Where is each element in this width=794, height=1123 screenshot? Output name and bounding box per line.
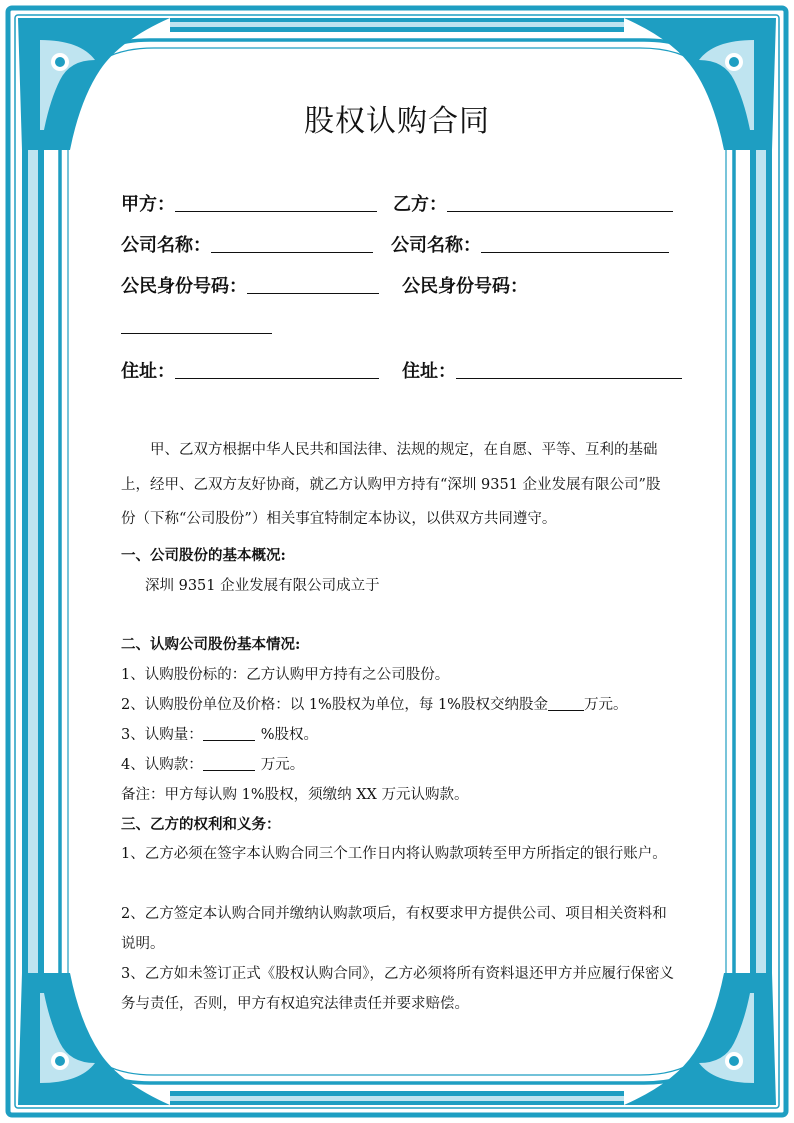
party-b-field[interactable] — [393, 190, 673, 216]
company-a-blank[interactable] — [211, 236, 373, 253]
address-b-field[interactable] — [402, 357, 682, 383]
address-a-blank[interactable] — [175, 362, 379, 379]
section2-item3-suffix: %股权。 — [260, 727, 319, 743]
section2-item3 — [121, 723, 318, 744]
company-a-field[interactable] — [121, 231, 373, 257]
section2-item3-prefix: 3、认购量： — [121, 727, 203, 743]
party-a-field[interactable] — [121, 190, 377, 216]
company-b-blank[interactable] — [481, 236, 669, 253]
price-blank[interactable] — [548, 698, 584, 711]
section1-heading: 一、公司股份的基本概况: — [121, 547, 286, 564]
party-b-blank[interactable] — [447, 195, 673, 212]
intro-paragraph: 甲、乙双方根据中华人民共和国法律、法规的规定，在自愿、平等、互利的基础上，经甲、乙双方友好协商，就乙方认购甲方持有“深圳 9351 企业发展有限公司”股份（下称“公司股份”）相关事宜特制定本协议，以供双方共同遵守。 — [121, 442, 661, 527]
section2-item2-suffix: 万元。 — [583, 697, 628, 713]
quantity-blank[interactable] — [203, 728, 255, 741]
section3-item1: 1、乙方必须在签字本认购合同三个工作日内将认购款项转至甲方所指定的银行账户。 — [121, 846, 667, 862]
section1-text: 深圳 9351 企业发展有限公司成立于 — [145, 578, 380, 594]
section3-item3: 3、乙方如未签订正式《股权认购合同》，乙方必须将所有资料退还甲方并应履行保密义务与责任，否则，甲方有权追究法律责任并要求赔偿。 — [121, 966, 674, 1012]
section2-item4 — [121, 753, 304, 774]
company-b-field[interactable] — [391, 231, 669, 257]
address-a-label: 住址： — [121, 361, 175, 382]
section3-item2: 2、乙方签定本认购合同并缴纳认购款项后，有权要求甲方提供公司、项目相关资料和说明。 — [121, 906, 667, 952]
section2-heading: 二、认购公司股份基本情况: — [121, 636, 301, 653]
party-b-label: 乙方： — [393, 194, 447, 215]
page-title: 股权认购合同 — [304, 104, 490, 139]
id-b-field[interactable] — [402, 272, 528, 298]
section2-item2-prefix: 2、认购股份单位及价格：以 1%股权为单位，每 1%股权交纳股金 — [121, 697, 548, 713]
address-b-blank[interactable] — [456, 362, 682, 379]
payment-blank[interactable] — [203, 758, 255, 771]
address-b-label: 住址： — [402, 361, 456, 382]
section2-item2 — [121, 693, 627, 714]
id-b-label: 公民身份号码： — [402, 276, 528, 297]
section3-heading: 三、乙方的权利和义务： — [121, 816, 281, 833]
company-a-label: 公司名称： — [121, 235, 211, 256]
id-a-label: 公民身份号码： — [121, 276, 247, 297]
party-a-blank[interactable] — [175, 195, 377, 212]
section2-item1: 1、认购股份标的：乙方认购甲方持有之公司股份。 — [121, 667, 450, 683]
section2-note: 备注：甲方每认购 1%股权，须缴纳 XX 万元认购款。 — [121, 787, 469, 803]
company-b-label: 公司名称： — [391, 235, 481, 256]
address-a-field[interactable] — [121, 357, 379, 383]
id-b-blank[interactable] — [121, 333, 272, 334]
section2-item4-prefix: 4、认购款： — [121, 757, 203, 773]
id-a-field[interactable] — [121, 272, 379, 298]
section2-item4-suffix: 万元。 — [260, 757, 305, 773]
id-a-blank[interactable] — [247, 277, 379, 294]
party-a-label: 甲方： — [121, 194, 175, 215]
